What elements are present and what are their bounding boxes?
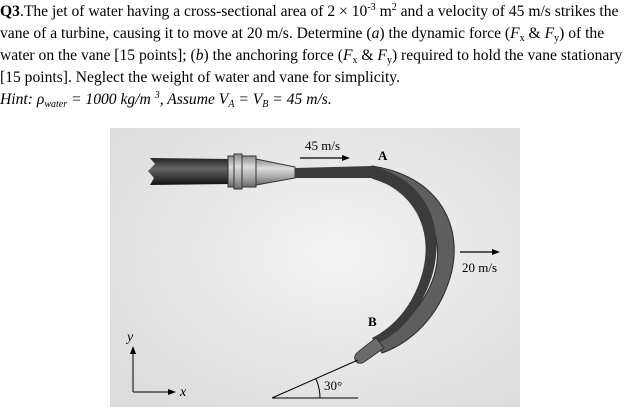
force-fy-1-sub: y bbox=[554, 33, 560, 44]
problem-text-1: .The jet of water having a cross-sectional area of 2 × 10 bbox=[19, 3, 368, 20]
density-unit-exponent: 3 bbox=[154, 90, 160, 101]
problem-text-7: ) required to hold the vane stationary [15 points]. Neglect the weight of water and vane for simplicity. bbox=[0, 47, 623, 86]
area-unit-exponent: 2 bbox=[391, 2, 397, 13]
ampersand-2: & bbox=[357, 47, 378, 64]
velocity-a-sub: A bbox=[228, 99, 235, 110]
x-axis-arrowhead bbox=[168, 389, 176, 395]
hint-text-2: = 1000 kg/m bbox=[67, 91, 155, 108]
y-axis-label: y bbox=[127, 330, 134, 345]
hint-text-1: Hint: ρ bbox=[0, 91, 45, 108]
force-fy-2: F bbox=[377, 47, 387, 64]
point-a-label: A bbox=[378, 148, 388, 163]
hint-text-3: , Assume V bbox=[159, 91, 229, 108]
problem-text-5: ) of the water on the vane [15 points]; ( bbox=[0, 25, 605, 64]
hose bbox=[148, 158, 230, 185]
force-fx-1-sub: x bbox=[519, 33, 525, 44]
force-fy-1: F bbox=[544, 25, 555, 42]
question-number: Q3 bbox=[0, 3, 20, 20]
part-b-label: b bbox=[195, 47, 204, 64]
force-fx-2: F bbox=[342, 47, 353, 64]
angle-label: 30° bbox=[324, 378, 343, 393]
hint-text-5: = 45 m/s. bbox=[268, 91, 332, 108]
hint-line bbox=[0, 89, 630, 111]
problem-statement bbox=[0, 1, 630, 89]
coordinate-axes bbox=[118, 326, 198, 400]
ampersand-1: & bbox=[524, 25, 545, 42]
part-a-label: a bbox=[371, 25, 380, 42]
y-axis-arrowhead bbox=[130, 346, 136, 354]
force-fx-2-sub: x bbox=[352, 55, 358, 66]
problem-text-4: ) the dynamic force ( bbox=[379, 25, 511, 42]
force-fy-2-sub: y bbox=[386, 55, 392, 66]
problem-text-6: ) the anchoring force ( bbox=[203, 47, 343, 64]
force-fx-1: F bbox=[510, 25, 520, 42]
problem-text-3: and a velocity of 45 m/s strikes the vane of a turbine, causing it to move at 20 m/s. Determine ( bbox=[0, 3, 619, 42]
problem-text-2: m bbox=[375, 3, 392, 20]
vane-velocity-label: 20 m/s bbox=[462, 260, 498, 275]
point-b-label: B bbox=[368, 314, 377, 329]
nozzle-collar bbox=[234, 154, 242, 189]
hint-text-4: = V bbox=[234, 91, 263, 108]
area-exponent: -3 bbox=[367, 2, 376, 13]
velocity-b-sub: B bbox=[262, 99, 269, 110]
density-subscript: water bbox=[44, 99, 68, 110]
jet-velocity-label: 45 m/s bbox=[305, 138, 341, 153]
x-axis-label: x bbox=[180, 385, 187, 400]
